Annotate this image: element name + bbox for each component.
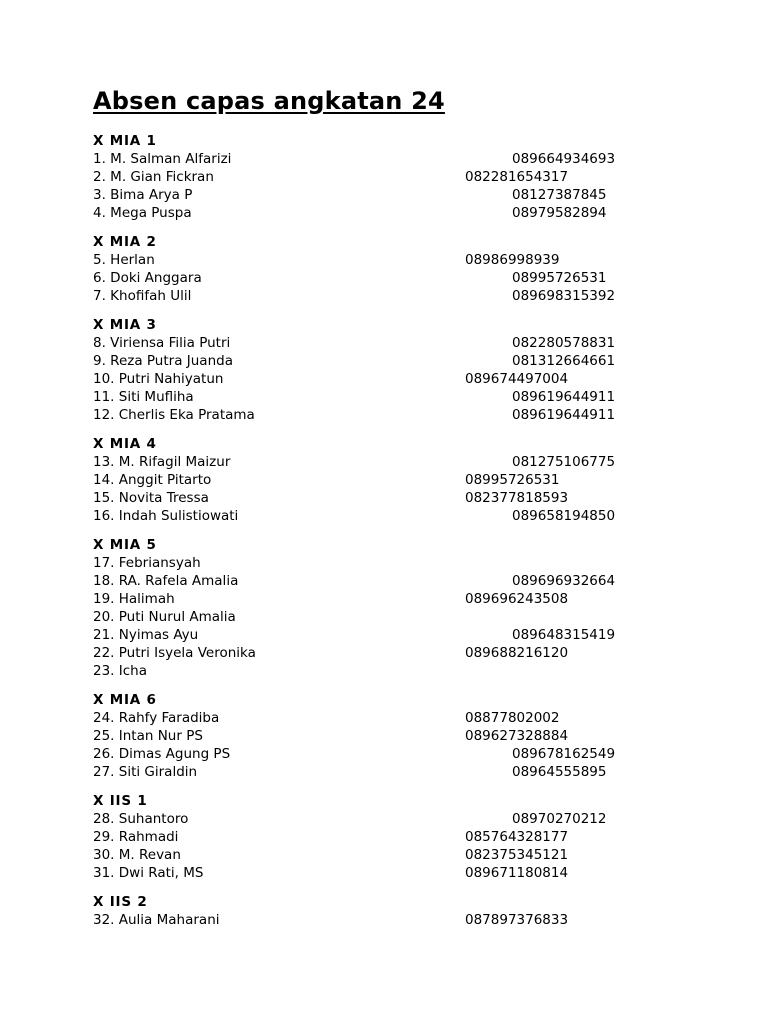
phone-number: 08877802002 [465,710,560,726]
student-row [93,388,693,406]
phone-number: 089671180814 [465,865,569,881]
student-row [93,709,693,727]
student-row [93,810,693,828]
class-section [93,132,693,222]
class-section [93,233,693,305]
student-name: 27. Siti Giraldin [93,764,198,780]
student-row [93,352,693,370]
student-name: 20. Puti Nurul Amalia [93,609,236,625]
phone-number: 082375345121 [465,847,569,863]
phone-number: 089648315419 [512,627,616,643]
class-section [93,691,693,781]
class-heading: X MIA 6 [93,692,157,708]
phone-number: 089696243508 [465,591,569,607]
student-name: 5. Herlan [93,252,155,268]
student-row [93,864,693,882]
student-name: 7. Khofifah Ulil [93,288,192,304]
student-name: 9. Reza Putra Juanda [93,353,233,369]
phone-number: 081275106775 [512,454,616,470]
student-name: 28. Suhantoro [93,811,189,827]
student-row [93,828,693,846]
student-row [93,608,693,626]
student-name: 11. Siti Mufliha [93,389,194,405]
student-name: 1. M. Salman Alfarizi [93,151,232,167]
student-row [93,846,693,864]
class-heading: X MIA 5 [93,537,157,553]
student-row [93,453,693,471]
phone-number: 089688216120 [465,645,569,661]
phone-number: 08995726531 [465,472,560,488]
phone-number: 08995726531 [512,270,607,286]
phone-number: 082281654317 [465,169,569,185]
student-name: 17. Febriansyah [93,555,201,571]
student-row [93,745,693,763]
phone-number: 085764328177 [465,829,569,845]
student-name: 13. M. Rifagil Maizur [93,454,231,470]
class-heading: X MIA 1 [93,133,157,149]
document-page [93,86,693,940]
student-name: 2. M. Gian Fickran [93,169,214,185]
student-name: 16. Indah Sulistiowati [93,508,239,524]
class-heading: X IIS 1 [93,793,148,809]
student-row [93,507,693,525]
phone-number: 089696932664 [512,573,616,589]
student-row [93,590,693,608]
document-title: Absen capas angkatan 24 [93,87,445,115]
student-name: 14. Anggit Pitarto [93,472,212,488]
student-row [93,471,693,489]
student-name: 30. M. Revan [93,847,181,863]
phone-number: 089698315392 [512,288,616,304]
student-row [93,662,693,680]
student-row [93,287,693,305]
student-row [93,269,693,287]
phone-number: 087897376833 [465,912,569,928]
student-name: 12. Cherlis Eka Pratama [93,407,255,423]
student-row [93,204,693,222]
phone-number: 08979582894 [512,205,607,221]
student-name: 24. Rahfy Faradiba [93,710,220,726]
student-row [93,644,693,662]
student-row [93,911,693,929]
student-name: 8. Viriensa Filia Putri [93,335,231,351]
student-name: 29. Rahmadi [93,829,179,845]
class-section [93,792,693,882]
student-name: 21. Nyimas Ayu [93,627,199,643]
student-name: 19. Halimah [93,591,175,607]
student-name: 22. Putri Isyela Veronika [93,645,256,661]
class-section [93,536,693,680]
student-name: 25. Intan Nur PS [93,728,203,744]
student-row [93,334,693,352]
student-name: 15. Novita Tressa [93,490,209,506]
phone-number: 08970270212 [512,811,607,827]
phone-number: 08986998939 [465,252,560,268]
student-name: 18. RA. Rafela Amalia [93,573,239,589]
student-name: 3. Bima Arya P [93,187,193,203]
student-name: 23. Icha [93,663,147,679]
student-name: 32. Aulia Maharani [93,912,220,928]
student-name: 10. Putri Nahiyatun [93,371,224,387]
student-row [93,251,693,269]
class-section [93,316,693,424]
class-heading: X MIA 4 [93,436,157,452]
class-heading: X MIA 2 [93,234,157,250]
phone-number: 08127387845 [512,187,607,203]
phone-number: 089664934693 [512,151,616,167]
phone-number: 089619644911 [512,389,616,405]
phone-number: 089627328884 [465,728,569,744]
student-row [93,150,693,168]
class-heading: X MIA 3 [93,317,157,333]
phone-number: 081312664661 [512,353,616,369]
student-name: 6. Doki Anggara [93,270,202,286]
student-row [93,489,693,507]
phone-number: 082377818593 [465,490,569,506]
student-row [93,370,693,388]
phone-number: 089674497004 [465,371,569,387]
class-section [93,893,693,929]
phone-number: 089619644911 [512,407,616,423]
phone-number: 082280578831 [512,335,616,351]
student-row [93,186,693,204]
class-heading: X IIS 2 [93,894,148,910]
student-row [93,406,693,424]
phone-number: 089658194850 [512,508,616,524]
phone-number: 08964555895 [512,764,607,780]
student-row [93,572,693,590]
student-row [93,168,693,186]
student-row [93,554,693,572]
student-name: 31. Dwi Rati, MS [93,865,204,881]
attendance-list [93,132,693,929]
student-row [93,727,693,745]
student-row [93,763,693,781]
phone-number: 089678162549 [512,746,616,762]
student-name: 26. Dimas Agung PS [93,746,231,762]
class-section [93,435,693,525]
student-row [93,626,693,644]
student-name: 4. Mega Puspa [93,205,192,221]
